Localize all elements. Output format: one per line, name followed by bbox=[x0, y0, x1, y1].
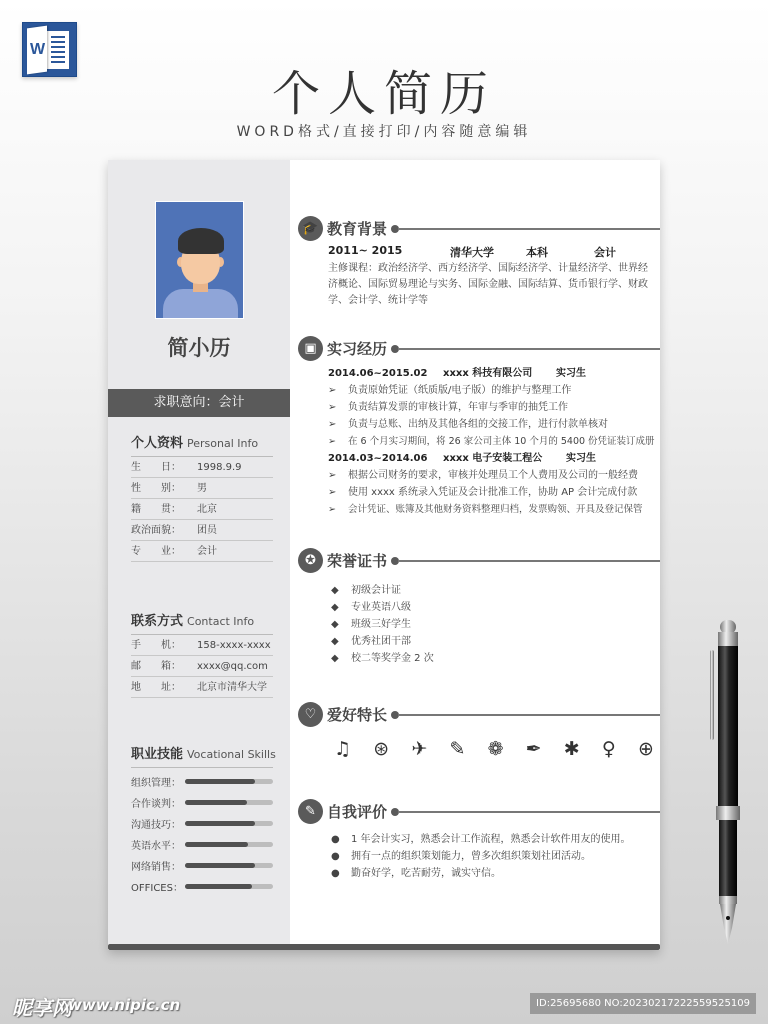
skill-bar bbox=[185, 884, 273, 889]
internship-title: 实习经历 bbox=[327, 340, 388, 358]
heading-line bbox=[398, 228, 660, 230]
self-evaluation-title: 自我评价 bbox=[327, 803, 388, 821]
job-duty bbox=[328, 399, 658, 416]
honor-item bbox=[331, 650, 651, 667]
evaluation-item bbox=[331, 831, 656, 848]
evaluation-text: 1 年会计实习，熟悉会计工作流程，熟悉会计软件用友的使用。 bbox=[351, 834, 631, 845]
contact-info-title: 联系方式 bbox=[131, 614, 184, 629]
honor-item bbox=[331, 633, 651, 650]
duty-text: 会计凭证、账簿及其他财务资料整理归档，发票购领、开具及登记保管 bbox=[348, 504, 643, 515]
job-duty bbox=[328, 501, 658, 518]
honors-heading bbox=[298, 548, 660, 574]
duty-text: 根据公司财务的要求，审核并处理员工个人费用及公司的一般经费 bbox=[348, 470, 638, 481]
info-row bbox=[131, 541, 273, 562]
skill-bar bbox=[185, 800, 273, 805]
resume-paper bbox=[108, 160, 660, 950]
dot-bullet-icon: ● bbox=[331, 851, 340, 862]
fountain-pen-icon bbox=[708, 618, 742, 946]
job-duty bbox=[328, 416, 658, 433]
diamond-bullet-icon: ◆ bbox=[331, 585, 339, 596]
info-row bbox=[131, 457, 273, 478]
skill-bar-fill bbox=[185, 884, 252, 889]
diamond-bullet-icon: ◆ bbox=[331, 619, 339, 630]
skill-bar-fill bbox=[185, 821, 255, 826]
info-value: 会计 bbox=[197, 546, 217, 557]
job-company: xxxx 科技有限公司 bbox=[443, 368, 533, 379]
evaluation-text: 拥有一点的组织策划能力，曾多次组织策划社团活动。 bbox=[351, 851, 591, 862]
honor-item bbox=[331, 599, 651, 616]
skill-label: 组织管理： bbox=[131, 778, 181, 789]
skill-label: 沟通技巧： bbox=[131, 820, 181, 831]
info-value: 1998.9.9 bbox=[197, 462, 242, 473]
self-evaluation-list bbox=[331, 831, 656, 882]
avatar bbox=[155, 201, 244, 319]
arrow-bullet-icon: ➢ bbox=[328, 385, 337, 396]
personal-info-section bbox=[131, 432, 273, 562]
diamond-bullet-icon: ◆ bbox=[331, 653, 339, 664]
airplane-icon: ✈ bbox=[411, 738, 428, 760]
microphone-icon: ♀ bbox=[601, 738, 616, 760]
skill-bar-fill bbox=[185, 842, 248, 847]
page-title: 个人简历 bbox=[271, 66, 496, 122]
hobbies-heading bbox=[298, 702, 660, 728]
skill-label: 英语水平： bbox=[131, 841, 181, 852]
info-key: 邮 箱： bbox=[131, 661, 181, 672]
heading-line bbox=[398, 560, 660, 562]
basketball-icon: ⊛ bbox=[373, 738, 390, 760]
skill-row bbox=[131, 813, 273, 834]
evaluation-item bbox=[331, 865, 656, 882]
education-courses: 主修课程：政治经济学、西方经济学、国际经济学、计量经济学、世界经济概论、国际贸易理论与实务、国际金融、国际结算、货币银行学、财政学、会计学、统计学等 bbox=[328, 263, 648, 306]
skill-bar bbox=[185, 821, 273, 826]
personal-info-title-en: Personal Info bbox=[187, 437, 259, 450]
info-key: 手 机： bbox=[131, 640, 181, 651]
arrow-bullet-icon: ➢ bbox=[328, 419, 337, 430]
paper-bottom-bar bbox=[108, 944, 660, 950]
contact-info-title-en: Contact Info bbox=[187, 615, 255, 628]
honor-text: 初级会计证 bbox=[351, 585, 401, 596]
globe-icon: ⊕ bbox=[638, 738, 654, 760]
info-value: xxxx@qq.com bbox=[197, 661, 268, 672]
calligraphy-feather-icon: ✒ bbox=[525, 738, 542, 760]
education-title: 教育背景 bbox=[327, 220, 388, 238]
music-icon: ♫ bbox=[334, 738, 352, 760]
honors-list bbox=[331, 582, 651, 667]
calendar-icon: ▣ bbox=[298, 336, 323, 361]
skill-bar bbox=[185, 863, 273, 868]
info-key: 生 日： bbox=[131, 462, 181, 473]
self-evaluation-heading bbox=[298, 799, 660, 825]
diamond-bullet-icon: ◆ bbox=[331, 602, 339, 613]
job-company: xxxx 电子安装工程公 bbox=[443, 453, 543, 464]
honors-title: 荣誉证书 bbox=[327, 552, 388, 570]
film-reel-icon: ❁ bbox=[487, 738, 504, 760]
dance-icon: ✱ bbox=[563, 738, 580, 760]
evaluation-item bbox=[331, 848, 656, 865]
heading-line bbox=[398, 714, 660, 716]
duty-text: 负责结算发票的审核计算，年审与季审的抽凭工作 bbox=[348, 402, 568, 413]
info-value: 男 bbox=[197, 483, 207, 494]
honor-text: 专业英语八级 bbox=[351, 602, 411, 613]
arrow-bullet-icon: ➢ bbox=[328, 470, 337, 481]
info-key: 性 别： bbox=[131, 483, 181, 494]
heading-line bbox=[398, 348, 660, 350]
info-key: 专 业： bbox=[131, 546, 181, 557]
education-major: 会计 bbox=[594, 246, 616, 259]
skill-label: OFFICES： bbox=[131, 883, 183, 894]
heading-line bbox=[398, 811, 660, 813]
word-icon-letter: W bbox=[30, 41, 46, 58]
education-degree: 本科 bbox=[526, 246, 548, 259]
avatar-hair bbox=[178, 228, 224, 254]
avatar-body bbox=[163, 289, 238, 319]
info-row bbox=[131, 656, 273, 677]
candidate-name: 简小历 bbox=[167, 336, 231, 360]
skill-row bbox=[131, 855, 273, 876]
education-period: 2011~ 2015 bbox=[328, 244, 403, 257]
skill-bar-fill bbox=[185, 800, 247, 805]
resume-sidebar bbox=[108, 160, 290, 944]
duty-text: 在 6 个月实习期间，将 26 家公司主体 10 个月的 5400 份凭证装订成册 bbox=[348, 436, 655, 447]
job-period: 2014.03~2014.06 bbox=[328, 453, 428, 464]
skills-section bbox=[131, 743, 276, 897]
hobby-icons-row bbox=[334, 738, 654, 760]
arrow-bullet-icon: ➢ bbox=[328, 436, 336, 447]
job-intent-bar: 求职意向：会计 bbox=[108, 389, 290, 417]
contact-info-heading bbox=[131, 610, 273, 635]
honor-text: 班级三好学生 bbox=[351, 619, 411, 630]
info-key: 地 址： bbox=[131, 682, 181, 693]
info-key: 政治面貌： bbox=[131, 525, 181, 536]
job-header bbox=[328, 450, 658, 467]
watermark-logo: 昵享网 bbox=[12, 996, 72, 1020]
info-row bbox=[131, 520, 273, 541]
pen-drawing-icon: ✎ bbox=[449, 738, 466, 760]
skill-row bbox=[131, 834, 273, 855]
info-value: 北京市清华大学 bbox=[197, 682, 267, 693]
dot-bullet-icon: ● bbox=[331, 868, 340, 879]
job-role: 实习生 bbox=[556, 368, 586, 379]
job-header bbox=[328, 365, 658, 382]
skill-row bbox=[131, 792, 273, 813]
info-key: 籍 贯： bbox=[131, 504, 181, 515]
job-role: 实习生 bbox=[566, 453, 596, 464]
arrow-bullet-icon: ➢ bbox=[328, 487, 337, 498]
info-row bbox=[131, 478, 273, 499]
heart-icon: ♡ bbox=[298, 702, 323, 727]
education-heading bbox=[298, 216, 660, 242]
skills-title: 职业技能 bbox=[131, 747, 184, 762]
watermark-id: ID:25695680 NO:20230217222559525109 bbox=[530, 993, 756, 1014]
honor-item bbox=[331, 582, 651, 599]
info-row bbox=[131, 499, 273, 520]
arrow-bullet-icon: ➢ bbox=[328, 402, 337, 413]
info-value: 团员 bbox=[197, 525, 217, 536]
honor-text: 优秀社团干部 bbox=[351, 636, 411, 647]
arrow-bullet-icon: ➢ bbox=[328, 504, 336, 515]
honor-item bbox=[331, 616, 651, 633]
award-badge-icon: ✪ bbox=[298, 548, 323, 573]
duty-text: 负责与总账、出纳及其他各组的交接工作，进行付款单核对 bbox=[348, 419, 608, 430]
skill-bar bbox=[185, 779, 273, 784]
duty-text: 使用 xxxx 系统录入凭证及会计批准工作，协助 AP 会计完成付款 bbox=[348, 487, 638, 498]
evaluation-text: 勤奋好学，吃苦耐劳，诚实守信。 bbox=[351, 868, 501, 879]
personal-info-title: 个人资料 bbox=[131, 436, 184, 451]
diamond-bullet-icon: ◆ bbox=[331, 636, 339, 647]
personal-info-heading bbox=[131, 432, 273, 457]
info-row bbox=[131, 677, 273, 698]
honor-text: 校二等奖学金 2 次 bbox=[351, 653, 434, 664]
skill-bar-fill bbox=[185, 779, 255, 784]
duty-text: 负责原始凭证（纸质版/电子版）的维护与整理工作 bbox=[348, 385, 572, 396]
education-school: 清华大学 bbox=[450, 246, 494, 259]
job-duty bbox=[328, 467, 658, 484]
skill-bar-fill bbox=[185, 863, 255, 868]
skills-title-en: Vocational Skills bbox=[187, 748, 276, 761]
internship-heading bbox=[298, 336, 660, 362]
skills-heading bbox=[131, 743, 276, 768]
skill-label: 网络销售： bbox=[131, 862, 181, 873]
skill-row bbox=[131, 771, 273, 792]
edit-note-icon: ✎ bbox=[298, 799, 323, 824]
info-value: 北京 bbox=[197, 504, 217, 515]
job-duty bbox=[328, 433, 658, 450]
skill-row bbox=[131, 876, 273, 897]
contact-info-section bbox=[131, 610, 273, 698]
info-value: 158-xxxx-xxxx bbox=[197, 640, 271, 651]
internship-list bbox=[328, 365, 658, 518]
skill-bar bbox=[185, 842, 273, 847]
job-period: 2014.06~2015.02 bbox=[328, 368, 428, 379]
skill-label: 合作谈判： bbox=[131, 799, 181, 810]
page-subtitle: WORD格式/直接打印/内容随意编辑 bbox=[236, 124, 532, 140]
watermark-url: www.nipic.cn bbox=[68, 996, 181, 1014]
graduation-cap-icon: 🎓 bbox=[298, 216, 323, 241]
dot-bullet-icon: ● bbox=[331, 834, 340, 845]
job-duty bbox=[328, 382, 658, 399]
hobbies-title: 爱好特长 bbox=[327, 706, 388, 724]
job-duty bbox=[328, 484, 658, 501]
info-row bbox=[131, 635, 273, 656]
